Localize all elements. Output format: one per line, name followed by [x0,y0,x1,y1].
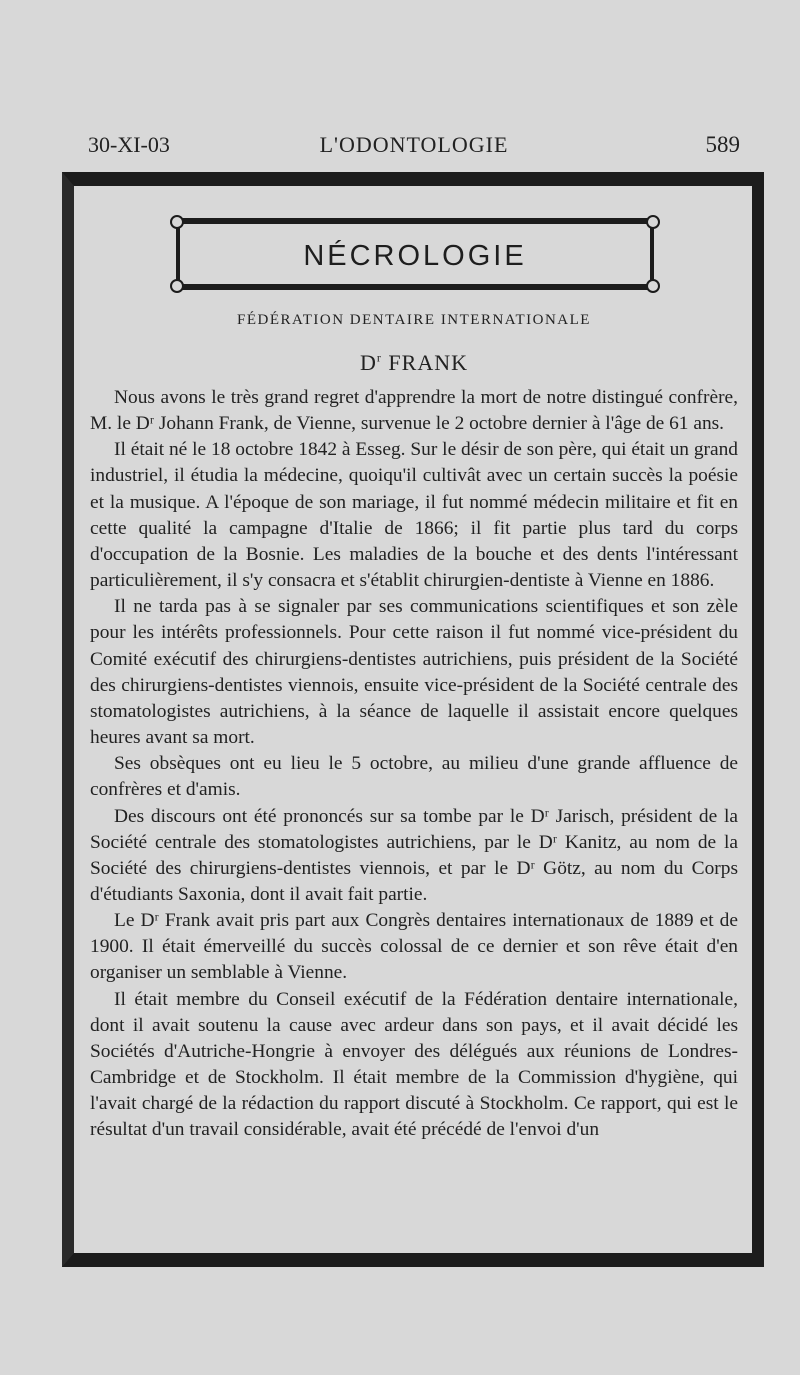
deceased-name: FRANK [388,350,468,375]
paragraph: Ses obsèques ont eu lieu le 5 octobre, au milieu d'une grande affluence de confrères et d'amis. [90,753,738,801]
paragraph: Il était né le 18 octobre 1842 à Esseg. Sur le désir de son père, qui était un grand industriel, il étudia la médecine, quoiqu'il cultivât avec un certain succès la poésie et la musique. A l'époque de son mariage, il fut nommé médecin militaire et fit en cette qualité la campagne d'Italie de 1866; il fit partie plus tard du corps d'occupation de la Bosnie. Les maladies de la bouche et des dents l'intéressant particulièrement, il s'y consacra et s'établit chirurgien-dentiste à Vienne en 1886. [90,439,738,592]
section-title: NÉCROLOGIE [303,240,527,272]
running-head [88,132,740,162]
frame-corner-ornament [646,215,660,229]
paragraph: Il ne tarda pas à se signaler par ses communications scientifiques et son zèle pour les intérêts professionnels. Pour cette raison il fut nommé vice-président du Comité exécutif des chirurgiens-dentistes autrichiens, puis président de la Société des chirurgiens-dentistes viennois, ensuite vice-président de la Société centrale des stomatologistes autrichiens, à la séance de laquelle il assistait encore quelques heures avant sa mort. [90,596,738,749]
title-prefix-superscript: r [376,350,382,365]
title-prefix: D [360,350,377,375]
frame-corner-ornament [170,215,184,229]
paragraph: Des discours ont été prononcés sur sa tombe par le Dʳ Jarisch, président de la Société centrale des stomatologistes autrichiens, par le Dʳ Kanitz, au nom de la Société des chirurgiens-dentistes viennois, et par le Dʳ Götz, au nom du Corps d'étudiants Saxonia, dont il avait fait partie. [90,805,738,905]
issue-date: 30-XI-03 [88,132,170,157]
obituary-name-heading [88,350,740,376]
frame-corner-ornament [170,279,184,293]
paragraph: Il était membre du Conseil exécutif de la Fédération dentaire internationale, dont il avait soutenu la cause avec ardeur dans son pays, et il avait décidé les Sociétés d'Autriche-Hongrie à envoyer des délégués aux réunions de Londres-Cambridge et de Stockholm. Il était membre de la Commission d'hygiène, qui l'avait chargé de la rédaction du rapport discuté à Stockholm. Ce rapport, qui est le résultat d'un travail considérable, avait été précédé de l'envoi d'un [90,988,738,1141]
page-number: 589 [705,132,740,157]
paragraph: Le Dʳ Frank avait pris part aux Congrès dentaires internationaux de 1889 et de 1900. Il était émerveillé du succès colossal de ce dernier et son rêve était d'en organiser un semblable à Vienne. [90,910,738,984]
federation-subheading: FÉDÉRATION DENTAIRE INTERNATIONALE [237,312,591,328]
section-title-box [176,218,654,290]
paragraph: Nous avons le très grand regret d'apprendre la mort de notre distingué confrère, M. le Dʳ Johann Frank, de Vienne, survenue le 2 octobre dernier à l'âge de 61 ans. [90,387,738,435]
obituary-body [90,385,738,1144]
journal-title: L'ODONTOLOGIE [319,132,509,157]
frame-corner-ornament [646,279,660,293]
